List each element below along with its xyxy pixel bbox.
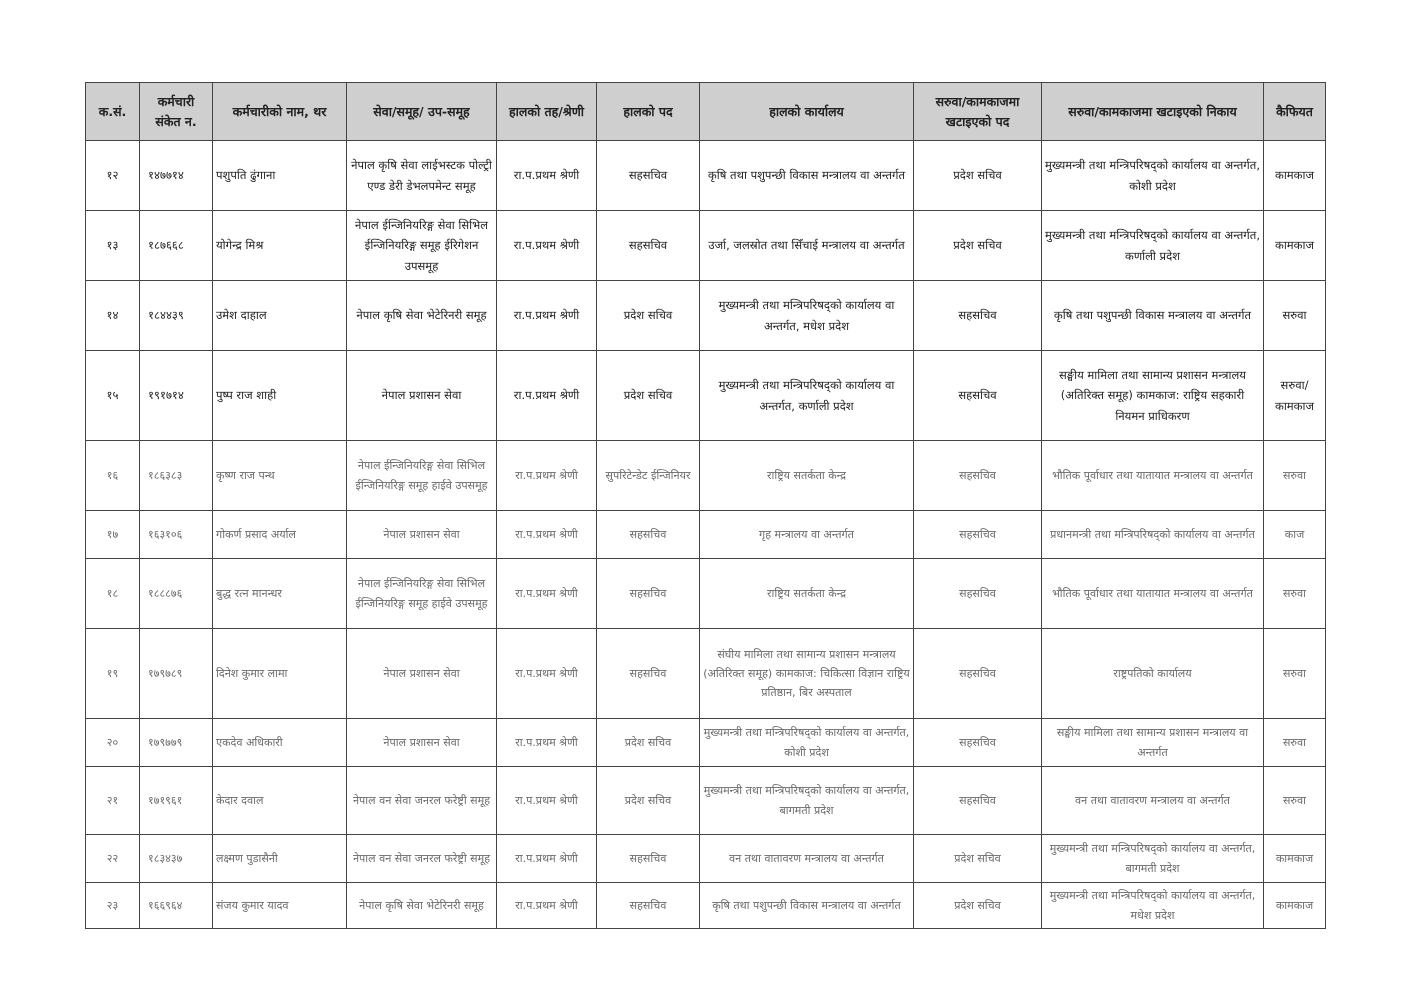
cell-new-office-text: कृषि तथा पशुपन्छी विकास मन्त्रालय वा अन्तर्गत [1053,308,1252,323]
cell-level [497,883,597,929]
cell-new-office-text: वन तथा वातावरण मन्त्रालय वा अन्तर्गत [1075,793,1230,807]
cell-post-text: सहसचिव [629,851,667,865]
cell-level-text: रा.प.प्रथम श्रेणी [513,388,580,403]
cell-name [213,629,347,719]
cell-new-post-text: सहसचिव [958,388,997,403]
cell-sn [86,511,140,559]
cell-level-text: रा.प.प्रथम श्रेणी [515,898,578,912]
cell-new-post [914,629,1042,719]
header-current-post: हालको पद [597,83,700,141]
cell-remarks-text: सरुवा [1283,666,1306,680]
cell-code-text: १७१९६१ [148,793,183,807]
cell-service-text: नेपाल वन सेवा जनरल फरेष्ट्री समूह [352,851,491,865]
cell-service-text: नेपाल ईन्जिनियरिङ्ग सेवा सिभिल ईन्जिनियरिङ्ग समूह हाईवे उपसमूह [355,459,488,492]
cell-new-post [914,281,1042,351]
cell-office [700,511,914,559]
cell-level-text: रा.प.प्रथम श्रेणी [515,586,578,600]
cell-new-post-text: सहसचिव [958,308,997,323]
cell-post [597,351,700,441]
cell-office [700,767,914,835]
cell-office [700,141,914,211]
cell-code-text: १६३१०६ [148,527,183,541]
cell-remarks [1264,141,1326,211]
cell-level-text: रा.प.प्रथम श्रेणी [515,851,578,865]
cell-name-text: बुद्ध रत्न मानन्धर [216,586,282,600]
cell-service [347,211,497,281]
cell-post-text: सहसचिव [628,238,668,253]
cell-code-text: १७९७८९ [148,666,183,680]
cell-sn [86,441,140,511]
cell-remarks-text: काज [1284,527,1305,541]
cell-service [347,559,497,629]
cell-code [140,211,213,281]
cell-sn [86,629,140,719]
cell-sn-text: २३ [106,898,119,912]
cell-code [140,281,213,351]
cell-service-text: नेपाल वन सेवा जनरल फरेष्ट्री समूह [352,793,491,807]
cell-sn-text: १६ [106,468,119,482]
cell-sn-text: १२ [106,168,119,183]
cell-new-office [1042,281,1264,351]
cell-new-office-text: मुख्यमन्त्री तथा मन्त्रिपरिषद्को कार्यालय वा अन्तर्गत, कोशी प्रदेश [1045,158,1260,193]
cell-name-text: लक्ष्मण पुडासैनी [216,851,278,865]
cell-service [347,629,497,719]
cell-name [213,351,347,441]
table-row [86,441,1326,511]
cell-remarks-text: सरुवा [1282,308,1307,323]
cell-remarks-text: सरुवा [1283,735,1306,749]
cell-post-text: प्रदेश सचिव [624,793,672,807]
cell-sn [86,141,140,211]
cell-new-post [914,719,1042,767]
cell-remarks [1264,767,1326,835]
cell-level [497,211,597,281]
cell-office [700,835,914,883]
cell-office [700,883,914,929]
cell-remarks [1264,835,1326,883]
cell-level [497,511,597,559]
cell-code-text: १८३४३७ [148,851,183,865]
cell-new-post-text: सहसचिव [959,586,996,600]
cell-new-post-text: सहसचिव [959,735,996,749]
cell-name-text: गोकर्ण प्रसाद अर्याल [216,527,296,541]
cell-name [213,559,347,629]
table-row [86,629,1326,719]
table-row [86,883,1326,929]
table-row [86,835,1326,883]
cell-sn [86,211,140,281]
cell-new-office-text: सङ्घीय मामिला तथा सामान्य प्रशासन मन्त्रालय वा अन्तर्गत [1056,726,1249,759]
cell-new-office-text: प्रधानमन्त्री तथा मन्त्रिपरिषद्को कार्यालय वा अन्तर्गत [1050,527,1255,541]
cell-office [700,719,914,767]
cell-post [597,511,700,559]
header-employee-name: कर्मचारीको नाम, थर [213,83,347,141]
cell-post-text: सहसचिव [629,898,667,912]
cell-sn-text: २० [106,735,119,749]
cell-sn [86,883,140,929]
cell-office [700,559,914,629]
cell-remarks-text: कामकाज [1275,898,1314,912]
cell-service [347,767,497,835]
cell-office-text: गृह मन्त्रालय वा अन्तर्गत [759,527,854,541]
cell-new-post-text: सहसचिव [959,527,996,541]
cell-new-office [1042,629,1264,719]
cell-new-post-text: प्रदेश सचिव [954,851,1001,865]
cell-remarks-text: कामकाज [1274,238,1315,253]
cell-new-office [1042,835,1264,883]
cell-sn [86,767,140,835]
cell-post [597,835,700,883]
cell-sn-text: १४ [106,308,119,323]
cell-sn-text: २२ [106,851,119,865]
cell-office-text: राष्ट्रिय सतर्कता केन्द्र [767,468,846,482]
cell-remarks-text: कामकाज [1275,851,1314,865]
cell-new-post [914,559,1042,629]
cell-post [597,629,700,719]
header-current-level: हालको तह/श्रेणी [497,83,597,141]
table-row [86,719,1326,767]
cell-post-text: सहसचिव [629,586,667,600]
cell-code [140,835,213,883]
cell-new-office [1042,141,1264,211]
cell-new-office-text: भौतिक पूर्वाधार तथा यातायात मन्त्रालय वा अन्तर्गत [1052,468,1253,482]
cell-new-post [914,141,1042,211]
cell-new-office [1042,719,1264,767]
cell-level [497,281,597,351]
cell-remarks [1264,719,1326,767]
cell-code-text: १६६९६४ [148,898,183,912]
cell-level-text: रा.प.प्रथम श्रेणी [515,735,578,749]
table-row [86,281,1326,351]
cell-code-text: १९१७१४ [148,388,184,403]
cell-code [140,629,213,719]
cell-office-text: कृषि तथा पशुपन्छी विकास मन्त्रालय वा अन्तर्गत [712,898,901,912]
table-row [86,559,1326,629]
cell-name-text: कृष्ण राज पन्थ [216,468,275,482]
cell-new-post-text: प्रदेश सचिव [953,238,1002,253]
cell-code-text: १७९७७९ [148,735,183,749]
cell-remarks [1264,441,1326,511]
table-row [86,511,1326,559]
cell-post-text: सहसचिव [629,666,667,680]
cell-name-text: पशुपति ढुंगाना [216,168,276,183]
cell-level [497,441,597,511]
cell-new-office [1042,211,1264,281]
cell-post-text: सहसचिव [629,527,667,541]
header-row [86,83,1326,141]
cell-post [597,441,700,511]
cell-sn [86,559,140,629]
cell-service [347,141,497,211]
cell-service-text: नेपाल कृषि सेवा भेटेरिनरी समूह [359,898,484,912]
cell-name [213,883,347,929]
cell-office-text: कृषि तथा पशुपन्छी विकास मन्त्रालय वा अन्तर्गत [707,168,906,183]
cell-level-text: रा.प.प्रथम श्रेणी [513,168,580,183]
cell-remarks [1264,883,1326,929]
cell-name [213,281,347,351]
cell-code [140,441,213,511]
cell-remarks [1264,281,1326,351]
cell-sn-text: १८ [106,586,119,600]
cell-service [347,883,497,929]
cell-level [497,141,597,211]
cell-new-post [914,883,1042,929]
header-assigned-office: सरुवा/कामकाजमा खटाइएको निकाय [1042,83,1264,141]
table-row [86,351,1326,441]
cell-name-text: योगेन्द्र मिश्र [216,238,264,253]
cell-service-text: नेपाल प्रशासन सेवा [383,666,460,680]
cell-remarks [1264,511,1326,559]
cell-new-office-text: मुख्यमन्त्री तथा मन्त्रिपरिषद्को कार्यालय वा अन्तर्गत, बागमती प्रदेश [1049,842,1256,875]
header-remarks: कैफियत [1264,83,1326,141]
cell-new-post [914,211,1042,281]
cell-new-office [1042,767,1264,835]
cell-post-text: सुपरिटेन्डेट ईन्जिनियर [605,468,691,482]
cell-new-post-text: सहसचिव [959,468,996,482]
cell-code [140,719,213,767]
header-employee-code: कर्मचारी संकेत न. [140,83,213,141]
cell-service [347,441,497,511]
cell-office-text: उर्जा, जलस्रोत तथा सिँचाई मन्त्रालय वा अन्तर्गत [708,238,905,253]
cell-sn [86,719,140,767]
cell-level-text: रा.प.प्रथम श्रेणी [515,468,578,482]
header-assigned-post: सरुवा/कामकाजमा खटाइएको पद [914,83,1042,141]
cell-level [497,719,597,767]
cell-new-post [914,441,1042,511]
cell-post [597,211,700,281]
cell-new-office-text: सङ्घीय मामिला तथा सामान्य प्रशासन मन्त्रालय (अतिरिक्त समूह) कामकाज: राष्ट्रिय सहकारी नियमन प्राधिकरण [1059,368,1246,423]
cell-new-office-text: मुख्यमन्त्री तथा मन्त्रिपरिषद्को कार्यालय वा अन्तर्गत, कर्णाली प्रदेश [1045,228,1260,263]
cell-name [213,511,347,559]
cell-level-text: रा.प.प्रथम श्रेणी [513,238,580,253]
cell-name-text: पुष्प राज शाही [216,388,277,403]
cell-remarks-text: सरुवा [1283,793,1306,807]
cell-remarks [1264,211,1326,281]
cell-new-office-text: राष्ट्रपतिको कार्यालय [1113,666,1192,680]
cell-remarks-text: सरुवा [1283,586,1306,600]
cell-level-text: रा.प.प्रथम श्रेणी [513,308,580,323]
cell-level [497,835,597,883]
cell-name [213,141,347,211]
cell-code-text: १८४४३९ [148,308,184,323]
cell-code-text: १४७७१४ [148,168,184,183]
cell-service-text: नेपाल कृषि सेवा लाईभस्टक पोल्ट्री एण्ड डेरी डेभलपमेन्ट समूह [351,158,492,193]
cell-office-text: मुख्यमन्त्री तथा मन्त्रिपरिषद्को कार्यालय वा अन्तर्गत, मधेश प्रदेश [718,298,895,333]
cell-new-office [1042,883,1264,929]
cell-post [597,281,700,351]
cell-remarks [1264,629,1326,719]
cell-service-text: नेपाल प्रशासन सेवा [383,527,460,541]
cell-new-office [1042,511,1264,559]
cell-office [700,351,914,441]
cell-code [140,767,213,835]
cell-level [497,767,597,835]
cell-office-text: मुख्यमन्त्री तथा मन्त्रिपरिषद्को कार्यालय वा अन्तर्गत, बागमती प्रदेश [703,784,910,817]
cell-name [213,441,347,511]
cell-post [597,883,700,929]
cell-new-post [914,511,1042,559]
cell-new-post [914,767,1042,835]
cell-name [213,719,347,767]
cell-name [213,835,347,883]
cell-sn-text: १९ [106,666,119,680]
cell-remarks [1264,351,1326,441]
cell-service-text: नेपाल प्रशासन सेवा [381,388,462,403]
header-current-office: हालको कार्यालय [700,83,914,141]
cell-post [597,559,700,629]
cell-name-text: एकदेव अधिकारी [216,735,283,749]
cell-level [497,559,597,629]
cell-name-text: दिनेश कुमार लामा [216,666,288,680]
cell-office-text: मुख्यमन्त्री तथा मन्त्रिपरिषद्को कार्यालय वा अन्तर्गत, कोशी प्रदेश [703,726,910,759]
cell-code-text: १८८८७६ [148,586,183,600]
cell-remarks-text: कामकाज [1274,168,1315,183]
cell-name-text: उमेश दाहाल [216,308,267,323]
header-service-group: सेवा/समूह/ उप-समूह [347,83,497,141]
cell-name [213,211,347,281]
cell-sn [86,835,140,883]
cell-service-text: नेपाल ईन्जिनियरिङ्ग सेवा सिभिल ईन्जिनियरिङ्ग समूह हाईवे उपसमूह [355,577,488,610]
cell-post-text: प्रदेश सचिव [624,735,672,749]
cell-name-text: केदार दवाल [216,793,264,807]
cell-new-post [914,351,1042,441]
cell-remarks [1264,559,1326,629]
cell-level-text: रा.प.प्रथम श्रेणी [515,793,578,807]
cell-sn-text: २१ [106,793,119,807]
cell-new-office [1042,559,1264,629]
cell-sn-text: १५ [106,388,119,403]
cell-new-post-text: प्रदेश सचिव [954,898,1001,912]
cell-post-text: सहसचिव [628,168,668,183]
cell-new-office [1042,441,1264,511]
cell-sn [86,351,140,441]
cell-remarks-text: सरुवा [1283,468,1306,482]
cell-new-post-text: प्रदेश सचिव [953,168,1002,183]
cell-service [347,351,497,441]
cell-name [213,767,347,835]
table-row [86,141,1326,211]
cell-level-text: रा.प.प्रथम श्रेणी [515,666,578,680]
cell-service-text: नेपाल प्रशासन सेवा [383,735,460,749]
cell-service [347,511,497,559]
cell-level [497,351,597,441]
header-serial: क.सं. [86,83,140,141]
cell-remarks-text: सरुवा/ कामकाज [1274,378,1315,413]
cell-post [597,767,700,835]
cell-code [140,559,213,629]
cell-code [140,883,213,929]
cell-sn [86,281,140,351]
cell-new-post [914,835,1042,883]
cell-code-text: १८६३८३ [148,468,183,482]
cell-service [347,835,497,883]
cell-code [140,511,213,559]
cell-service-text: नेपाल ईन्जिनियरिङ्ग सेवा सिभिल ईन्जिनियरिङ्ग समूह ईरिगेशन उपसमूह [355,218,488,273]
cell-sn-text: १३ [106,238,119,253]
cell-office-text: मुख्यमन्त्री तथा मन्त्रिपरिषद्को कार्यालय वा अन्तर्गत, कर्णाली प्रदेश [718,378,895,413]
cell-level-text: रा.प.प्रथम श्रेणी [515,527,578,541]
cell-office [700,211,914,281]
cell-service [347,281,497,351]
table-row [86,211,1326,281]
cell-office [700,281,914,351]
cell-new-office-text: मुख्यमन्त्री तथा मन्त्रिपरिषद्को कार्यालय वा अन्तर्गत, मधेश प्रदेश [1049,889,1256,922]
cell-post [597,141,700,211]
table-row [86,767,1326,835]
transfer-table [85,82,1326,929]
cell-office-text: राष्ट्रिय सतर्कता केन्द्र [767,586,846,600]
cell-service-text: नेपाल कृषि सेवा भेटेरिनरी समूह [356,308,487,323]
cell-level [497,629,597,719]
cell-code-text: १८७६६८ [148,238,184,253]
cell-new-post-text: सहसचिव [959,793,996,807]
cell-new-post-text: सहसचिव [959,666,996,680]
cell-post-text: प्रदेश सचिव [623,308,673,323]
cell-sn-text: १७ [106,527,119,541]
cell-office [700,441,914,511]
cell-code [140,351,213,441]
cell-post-text: प्रदेश सचिव [623,388,673,403]
cell-office-text: संघीय मामिला तथा सामान्य प्रशासन मन्त्रालय (अतिरिक्त समूह) कामकाज: चिकित्सा विज्ञान राष्ट्रिय प्रतिष्ठान, बिर अस्पताल [703,647,910,700]
cell-post [597,719,700,767]
cell-office-text: वन तथा वातावरण मन्त्रालय वा अन्तर्गत [729,851,884,865]
cell-name-text: संजय कुमार यादव [216,898,289,912]
cell-service [347,719,497,767]
cell-new-office [1042,351,1264,441]
cell-code [140,141,213,211]
cell-office [700,629,914,719]
cell-new-office-text: भौतिक पूर्वाधार तथा यातायात मन्त्रालय वा अन्तर्गत [1052,586,1253,600]
